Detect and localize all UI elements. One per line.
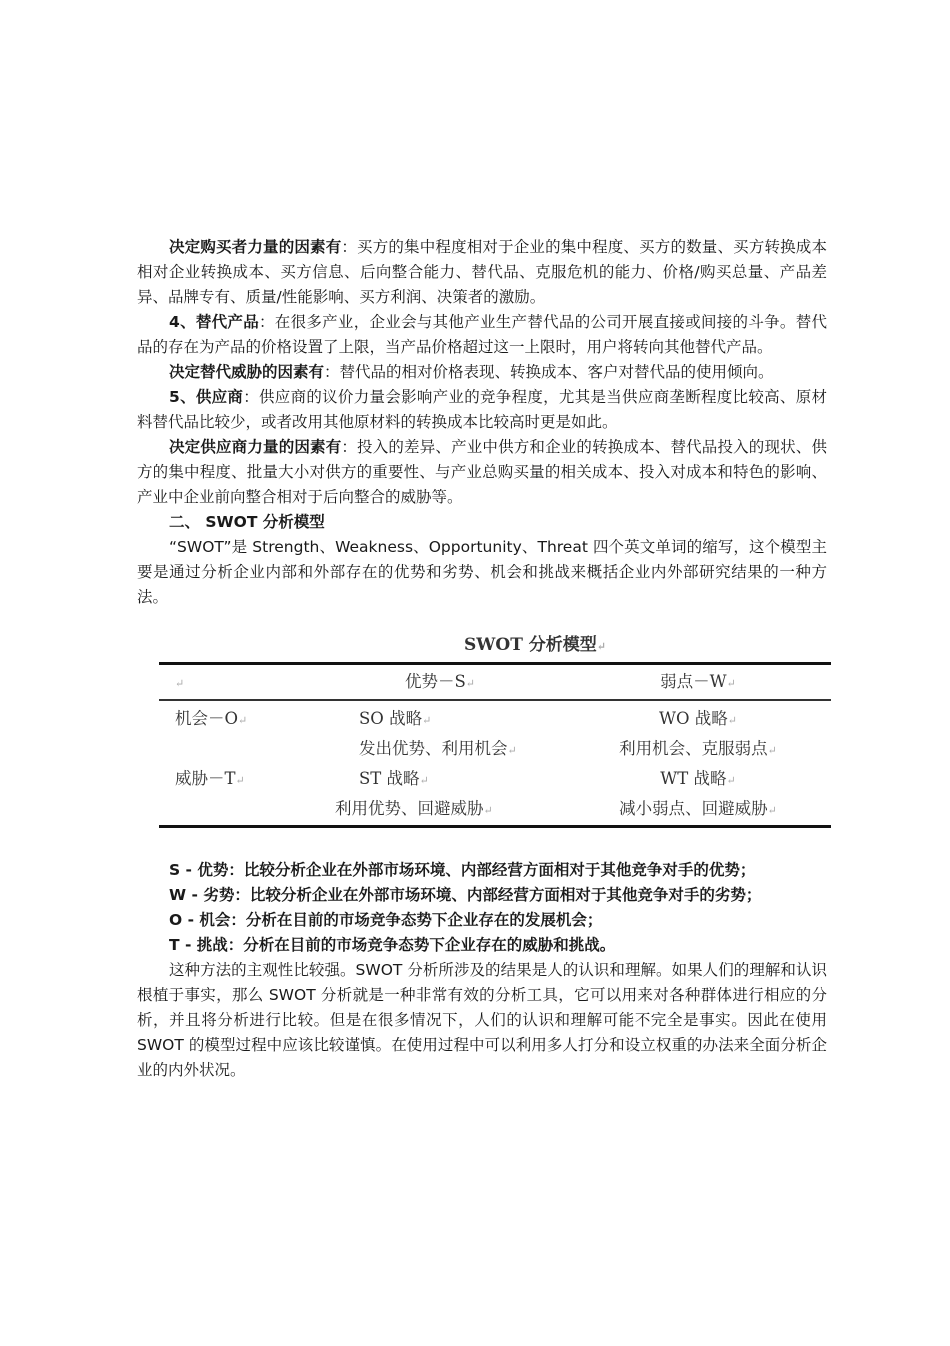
definition-opportunity: O - 机会：分析在目前的市场竞争态势下企业存在的发展机会； [169, 910, 603, 929]
definition-threat: T - 挑战：分析在目前的市场竞争态势下企业存在的威胁和挑战。 [169, 935, 616, 954]
table-row [159, 795, 831, 825]
substitute-paragraph [137, 310, 827, 360]
table-row [159, 735, 831, 765]
table-row [159, 765, 831, 795]
cell-st-description: 利用优势、回避威胁↵ [335, 799, 493, 818]
swot-table-body [159, 701, 831, 825]
header-cell-weakness: 弱点－W↵ [660, 671, 736, 691]
swot-intro-paragraph: “SWOT”是 Strength、Weakness、Opportunity、Threat 四个英文单词的缩写，这个模型主要是通过分析企业内部和外部存在的优势和劣势、机会和挑战来概括企业内外部研究结果的一种方法。 [137, 538, 827, 606]
swot-definitions [137, 858, 827, 958]
supplier-factors-label: 决定供应商力量的因素有 [169, 438, 342, 456]
supplier-factors-paragraph [137, 435, 827, 510]
document-body [137, 235, 827, 1083]
swot-table-figure [159, 628, 831, 828]
substitute-factors-paragraph [137, 360, 827, 385]
supplier-label: 5、供应商 [169, 388, 244, 406]
substitute-factors-label: 决定替代威胁的因素有 [169, 363, 325, 381]
closing-paragraph: 这种方法的主观性比较强。SWOT 分析所涉及的结果是人的认识和理解。如果人们的理解和认识根植于事实，那么 SWOT 分析就是一种非常有效的分析工具，它可以用来对各种群体进行相应的分析，并且将分析进行比较。但是在很多情况下，人们的认识和理解可能不完全是事实。因此在使用 SWOT 的模型过程中应该比较谨慎。在使用过程中可以利用多人打分和设立权重的办法来全面分析企业的内外状况。 [137, 960, 827, 1079]
substitute-text: ：在很多产业，企业会与其他产业生产替代品的公司开展直接或间接的斗争。替代品的存在为产品的价格设置了上限，当产品价格超过这一上限时，用户将转向其他替代产品。 [137, 313, 827, 356]
supplier-factors-text: ：投入的差异、产业中供方和企业的转换成本、替代品投入的现状、供方的集中程度、批量大小对供方的重要性、与产业总购买量的相关成本、投入对成本和特色的影响、产业中企业前向整合相对于后向整合的威胁等。 [137, 438, 827, 506]
supplier-text: ：供应商的议价力量会影响产业的竞争程度，尤其是当供应商垄断程度比较高、原材料替代品比较少，或者改用其他原材料的转换成本比较高时更是如此。 [137, 388, 827, 431]
row-label-empty [159, 795, 315, 825]
table-header-row [159, 665, 831, 699]
definition-strength: S - 优势：比较分析企业在外部市场环境、内部经营方面相对于其他竞争对手的优势； [169, 860, 756, 879]
header-cell-empty: ↵ [175, 676, 185, 690]
cell-st-strategy: ST 战略↵ [359, 769, 429, 788]
swot-table-title: SWOT 分析模型↵ [464, 635, 606, 655]
substitute-label: 4、替代产品 [169, 313, 259, 331]
substitute-factors-text: ：替代品的相对价格表现、转换成本、客户对替代品的使用倾向。 [324, 363, 774, 381]
table-bottom-rule [159, 825, 831, 828]
table-row [159, 701, 831, 735]
row-label-threat: 威胁－T↵ [175, 769, 245, 788]
cell-wo-strategy: WO 战略↵ [659, 709, 737, 728]
buyer-factors-paragraph [137, 235, 827, 310]
cell-wt-description: 减小弱点、回避威胁↵ [619, 799, 777, 818]
row-label-empty [159, 735, 315, 765]
cell-wo-description: 利用机会、克服弱点↵ [619, 739, 777, 758]
row-label-opportunity: 机会－O↵ [175, 709, 248, 728]
definition-weakness: W - 劣势：比较分析企业在外部市场环境、内部经营方面相对于其他竞争对手的劣势； [169, 885, 762, 904]
header-cell-strength: 优势－S↵ [404, 671, 476, 691]
cell-wt-strategy: WT 战略↵ [660, 769, 736, 788]
section-heading: 二、 SWOT 分析模型 [169, 513, 325, 531]
cell-so-description: 发出优势、利用机会↵ [359, 739, 517, 758]
cell-so-strategy: SO 战略↵ [359, 709, 432, 728]
supplier-paragraph [137, 385, 827, 435]
buyer-factors-label: 决定购买者力量的因素有 [169, 238, 342, 256]
swot-table [159, 665, 831, 699]
buyer-factors-text: ：买方的集中程度相对于企业的集中程度、买方的数量、买方转换成本相对企业转换成本、买方信息、后向整合能力、替代品、克服危机的能力、价格/购买总量、产品差异、品牌专有、质量/性能影响、买方利润、决策者的激励。 [137, 238, 827, 306]
